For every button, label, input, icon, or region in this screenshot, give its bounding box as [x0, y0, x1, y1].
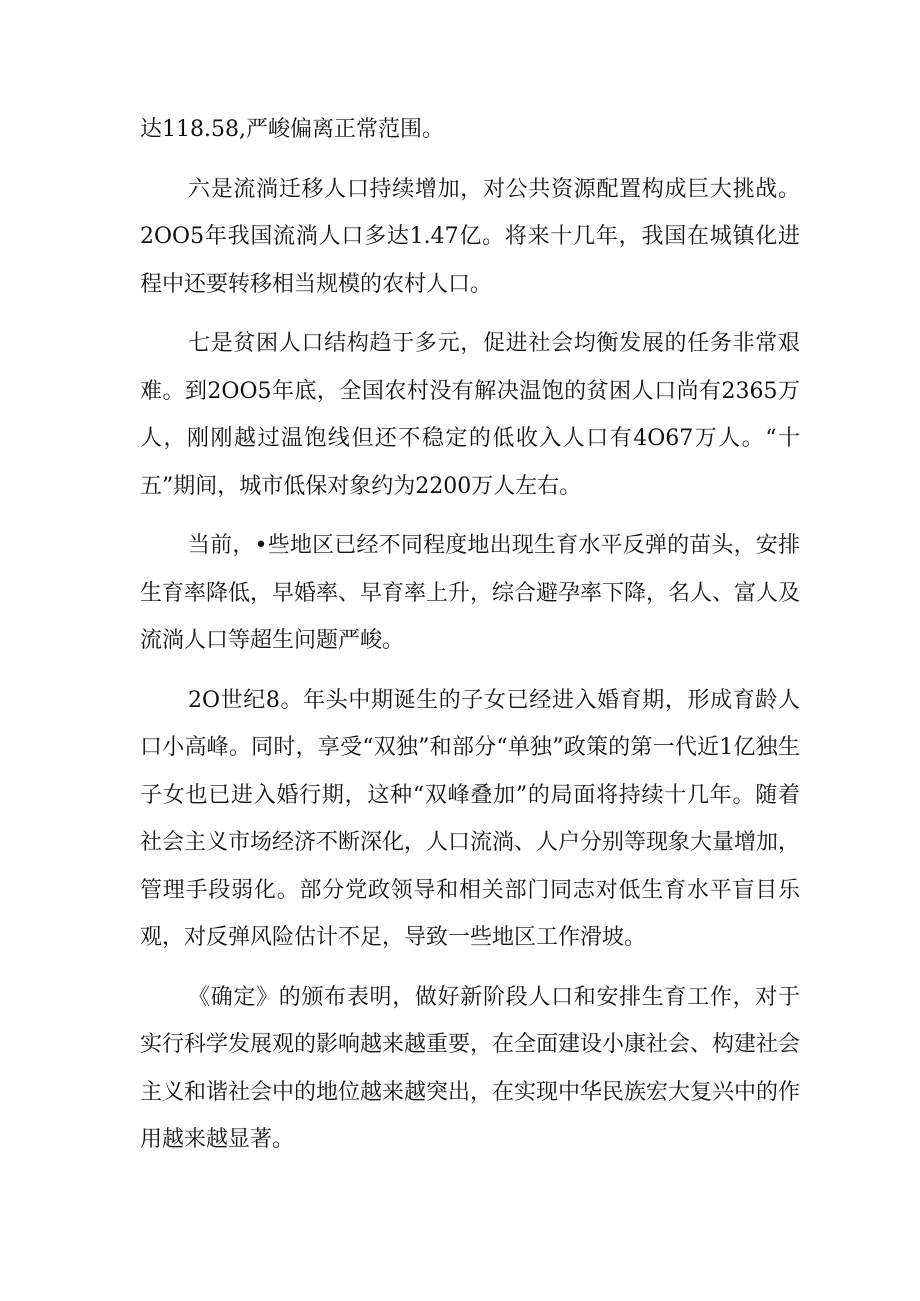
paragraph-floating-population: 六是流淌迁移人口持续增加，对公共资源配置构成巨大挑战。2OO5年我国流淌人口多达1.47亿。将来十几年，我国在城镇化进程中还要转移相当规模的农村人口。: [140, 176, 800, 297]
paragraph-decision: 《确定》的颁布表明，做好新阶段人口和安排生育工作，对于实行科学发展观的影响越来越重要，在全面建设小康社会、构建社会主义和谐社会中的地位越来越突出，在实现中华民族宏大复兴中的作用越来越显著。: [140, 984, 801, 1152]
paragraph-continuation: 达118.58,严峻偏离正常范围。: [140, 117, 444, 142]
paragraph-birth-peak: 2O世纪8。年头中期诞生的子女已经进入婚育期，形成育龄人口小高峰。同时，享受“双独”和部分“单独”政策的第一代近1亿独生子女也已进入婚行期，这种“双峰叠加”的局面将持续十几年。随着社会主义市场经济不断深化，人口流淌、人户分别等现象大量增加，管理手段弱化。部分党政领导和相关部门同志对低生育水平盲目乐观，对反弹风险估计不足，导致一些地区工作滑坡。: [140, 687, 801, 950]
paragraph-poverty: 七是贫困人口结构趋于多元，促进社会均衡发展的任务非常艰难。到2OO5年底，全国农村没有解决温饱的贫困人口尚有2365万人，刚刚越过温饱线但还不稳定的低收入人口有4O67万人。“十五”期间，城市低保对象约为2200万人左右。: [140, 331, 800, 499]
document-body: [140, 106, 800, 1176]
paragraph-fertility-rebound: 当前，•些地区已经不同程度地出现生育水平反弹的苗头，安排生育率降低，早婚率、早育率上升，综合避孕率下降，名人、富人及流淌人口等超生问题严峻。: [140, 533, 801, 653]
